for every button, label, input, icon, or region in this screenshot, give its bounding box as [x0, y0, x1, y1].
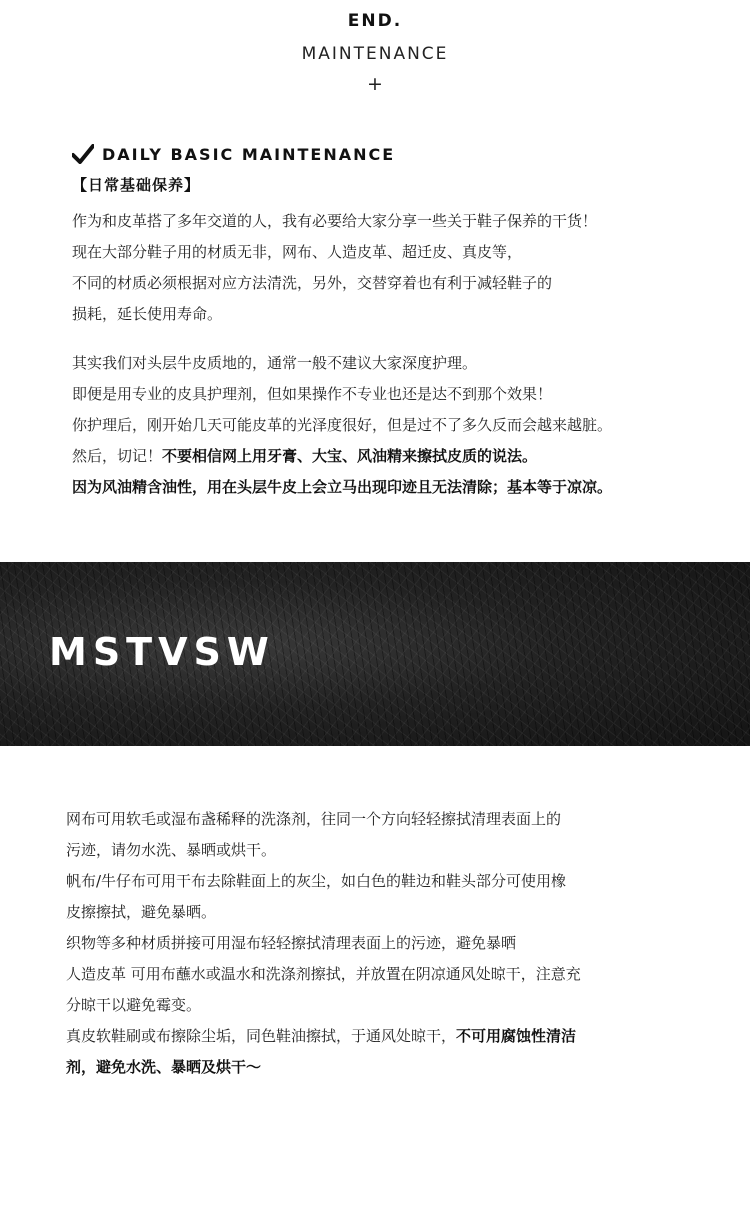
text-bold: 不可用腐蚀性清洁	[456, 1027, 577, 1045]
section-title-row	[72, 142, 712, 166]
section-subtitle: 【日常基础保养】	[72, 176, 201, 194]
text-line: 你护理后，刚开始几天可能皮革的光泽度很好，但是过不了多久反而会越来越脏。	[72, 416, 613, 434]
intro-paragraph	[72, 206, 597, 330]
end-label: END.	[347, 11, 403, 31]
text-line	[72, 441, 612, 472]
text-line-bold: 因为风油精含油性，用在头层牛皮上会立马出现印迹且无法清除；基本等于凉凉。	[72, 478, 613, 496]
text-line: 皮擦擦拭，避免暴晒。	[66, 903, 217, 921]
care-warning-paragraph	[72, 348, 612, 503]
text-line: 分晾干以避免霉变。	[66, 996, 202, 1014]
text-line	[66, 1021, 726, 1052]
text-normal: 真皮软鞋刷或布擦除尘垢，同色鞋油擦拭，于通风处晾干，	[66, 1027, 457, 1045]
text-line: 损耗，延长使用寿命。	[72, 305, 223, 323]
text-line: 网布可用软毛或湿布盏稀释的洗涤剂，往同一个方向轻轻擦拭清理表面上的	[66, 810, 562, 828]
text-line: 织物等多种材质拼接可用湿布轻轻擦拭清理表面上的污迹，避免暴晒	[66, 934, 517, 952]
checkmark-icon	[72, 144, 94, 164]
material-care-section	[66, 804, 726, 1083]
text-line: 污迹，请勿水洗、暴晒或烘干。	[66, 841, 277, 859]
text-normal: 然后，切记！	[72, 447, 163, 465]
text-line: 人造皮革 可用布蘸水或温水和洗涤剂擦拭，并放置在阴凉通风处晾干，注意充	[66, 965, 581, 983]
text-bold: 不要相信网上用牙膏、大宝、风油精来擦拭皮质的说法。	[162, 447, 538, 465]
daily-maintenance-section	[72, 142, 712, 496]
text-line: 作为和皮革搭了多年交道的人，我有必要给大家分享一些关于鞋子保养的干货！	[72, 212, 598, 230]
text-line: 其实我们对头层牛皮质地的，通常一般不建议大家深度护理。	[72, 354, 478, 372]
text-line: 不同的材质必须根据对应方法清洗，另外，交替穿着也有利于减轻鞋子的	[72, 274, 553, 292]
leather-texture-banner	[0, 562, 750, 746]
text-line: 帆布/牛仔布可用干布去除鞋面上的灰尘，如白色的鞋边和鞋头部分可使用橡	[66, 872, 567, 890]
section-title: DAILY BASIC MAINTENANCE	[102, 144, 396, 164]
plus-mark: +	[367, 73, 383, 95]
text-line: 现在大部分鞋子用的材质无非，网布、人造皮革、超迁皮、真皮等，	[72, 243, 523, 261]
maintenance-heading: MAINTENANCE	[301, 44, 449, 64]
text-line: 即便是用专业的皮具护理剂，但如果操作不专业也还是达不到那个效果！	[72, 385, 553, 403]
text-line-bold: 剂，避免水洗、暴晒及烘干～	[66, 1058, 262, 1076]
brand-logo: MSTVSW	[49, 630, 275, 674]
